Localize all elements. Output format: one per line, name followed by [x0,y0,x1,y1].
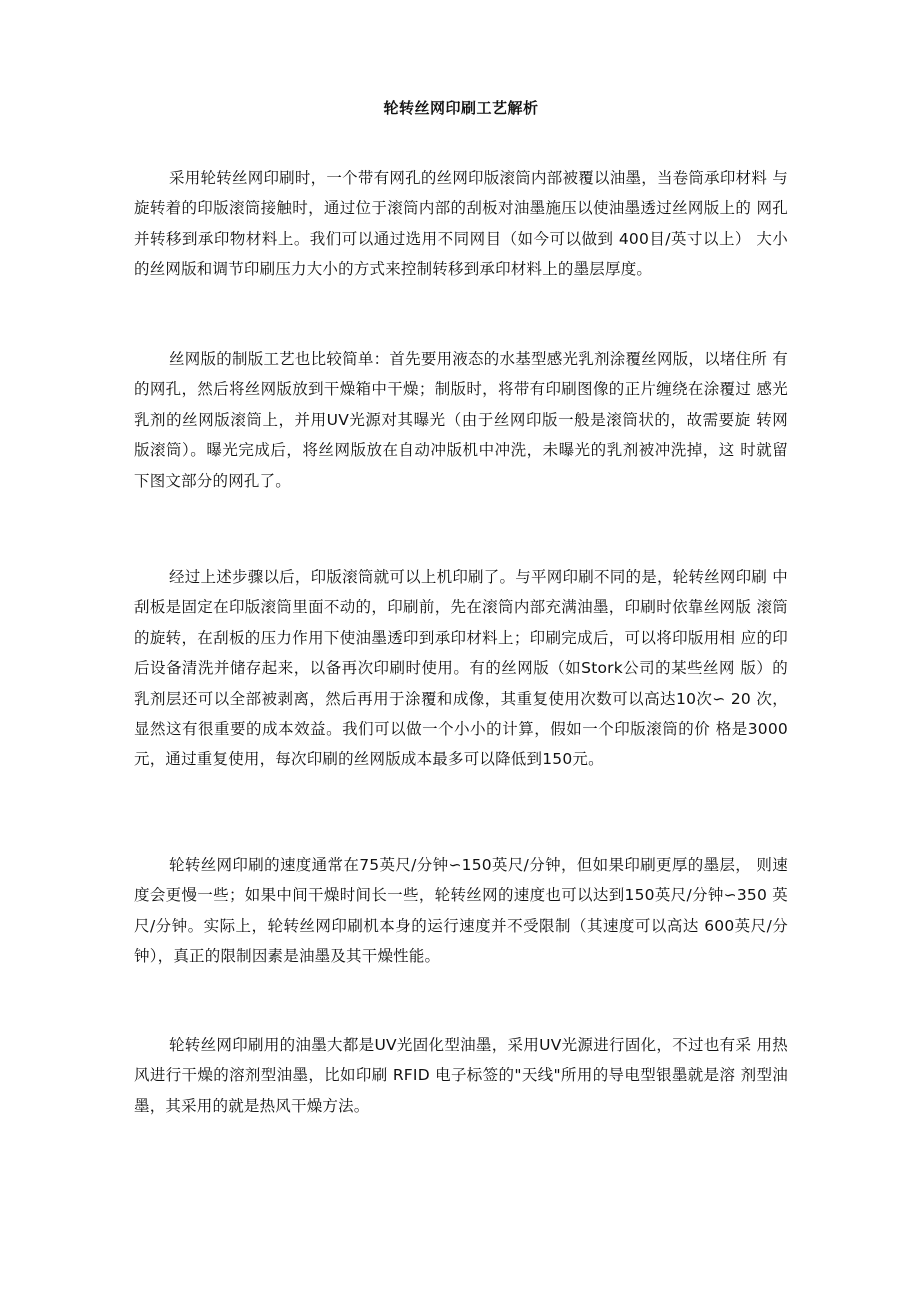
document-title: 轮转丝网印刷工艺解析 [383,99,539,117]
paragraph-2: 丝网版的制版工艺也比较简单：首先要用液态的水基型感光乳剂涂覆丝网版，以堵住所 有的网孔，然后将丝网版放到干燥箱中干燥；制版时，将带有印刷图像的正片缠绕在涂覆过 感光乳剂的丝网版滚筒上，并用UV光源对其曝光（由于丝网印版一般是滚筒状的，故需要旋 转网版滚筒）。曝光完成后，将丝网版放在自动冲版机中冲洗，未曝光的乳剂被冲洗掉，这 时就留下图文部分的网孔了。 [134,350,788,490]
paragraph-1: 采用轮转丝网印刷时，一个带有网孔的丝网印版滚筒内部被覆以油墨，当卷筒承印材料 与旋转着的印版滚筒接触时，通过位于滚筒内部的刮板对油墨施压以使油墨透过丝网版上的 网孔并转移到承印物材料上。我们可以通过选用不同网目（如今可以做到 400目/英寸以上） 大小的丝网版和调节印刷压力大小的方式来控制转移到承印材料上的墨层厚度。 [134,169,788,279]
paragraph-4: 轮转丝网印刷的速度通常在75英尺/分钟∽150英尺/分钟，但如果印刷更厚的墨层， 则速度会更慢一些；如果中间干燥时间长一些，轮转丝网的速度也可以达到150英尺/分钟∽350 英尺/分钟。实际上，轮转丝网印刷机本身的运行速度并不受限制（其速度可以高达 600英尺/分钟），真正的限制因素是油墨及其干燥性能。 [134,856,788,966]
paragraph-3: 经过上述步骤以后，印版滚筒就可以上机印刷了。与平网印刷不同的是，轮转丝网印刷 中刮板是固定在印版滚筒里面不动的，印刷前，先在滚筒内部充满油墨，印刷时依靠丝网版 滚筒的旋转，在刮板的压力作用下使油墨透印到承印材料上；印刷完成后，可以将印版用相 应的印后设备清洗并储存起来，以备再次印刷时使用。有的丝网版（如Stork公司的某些丝网 版）的乳剂层还可以全部被剥离，然后再用于涂覆和成像，其重复使用次数可以高达10次∽ 20 次，显然这有很重要的成本效益。我们可以做一个小小的计算，假如一个印版滚筒的价 格是3000元，通过重复使用，每次印刷的丝网版成本最多可以降低到150元。 [134,568,788,769]
paragraph-5: 轮转丝网印刷用的油墨大都是UV光固化型油墨，采用UV光源进行固化，不过也有采 用热风进行干燥的溶剂型油墨，比如印刷 RFID 电子标签的"天线"所用的导电型银墨就是溶 剂型油墨，其采用的就是热风干燥方法。 [134,1036,788,1115]
